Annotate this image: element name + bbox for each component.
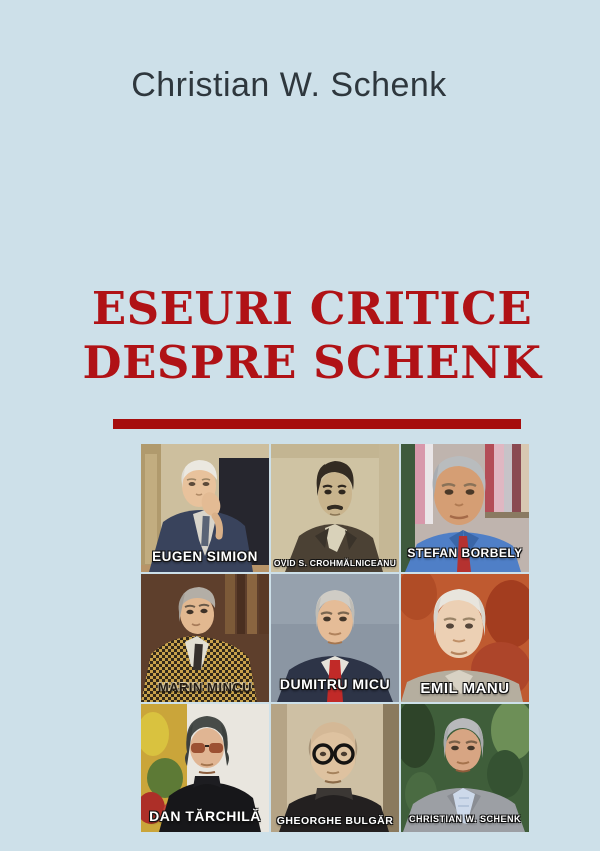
title-line-2: DESPRE SCHENK bbox=[82, 336, 542, 389]
caption-ovid-crohmalniceanu: OVID S. CROHMĂLNICEANU bbox=[273, 558, 397, 568]
caption-marin-mincu: MARIN MINCU bbox=[157, 680, 253, 695]
caption-eugen-simion: EUGEN SIMION bbox=[152, 549, 258, 564]
author-name: Christian W. Schenk bbox=[131, 66, 447, 104]
portrait-cell-marin-mincu bbox=[141, 574, 269, 702]
portrait-cell-dan-tarchila bbox=[141, 704, 269, 832]
caption-gheorghe-bulgar: GHEORGHE BULGĂR bbox=[276, 815, 394, 827]
red-divider-rule bbox=[113, 419, 521, 429]
title-line-1: ESEURI CRITICE bbox=[91, 282, 533, 335]
photo-gheorghe-bulgar bbox=[271, 704, 399, 832]
caption-dan-tarchila: DAN TĂRCHILĂ bbox=[149, 808, 261, 824]
caption-emil-manu: EMIL MANU bbox=[420, 680, 510, 697]
caption-stefan-borbely: STEFAN BORBELY bbox=[407, 546, 523, 560]
photo-christian-schenk bbox=[401, 704, 529, 832]
caption-dumitru-micu: DUMITRU MICU bbox=[279, 676, 391, 692]
portrait-cell-stefan-borbely bbox=[401, 444, 529, 572]
portrait-cell-gheorghe-bulgar bbox=[271, 704, 399, 832]
photo-ovid-crohmalniceanu bbox=[271, 444, 399, 572]
portrait-cell-emil-manu bbox=[401, 574, 529, 702]
caption-christian-schenk: CHRISTIAN W. SCHENK bbox=[408, 814, 521, 824]
portrait-grid bbox=[141, 444, 529, 832]
portrait-cell-eugen-simion bbox=[141, 444, 269, 572]
portrait-cell-christian-schenk bbox=[401, 704, 529, 832]
portrait-cell-dumitru-micu bbox=[271, 574, 399, 702]
portrait-cell-ovid-crohmalniceanu bbox=[271, 444, 399, 572]
